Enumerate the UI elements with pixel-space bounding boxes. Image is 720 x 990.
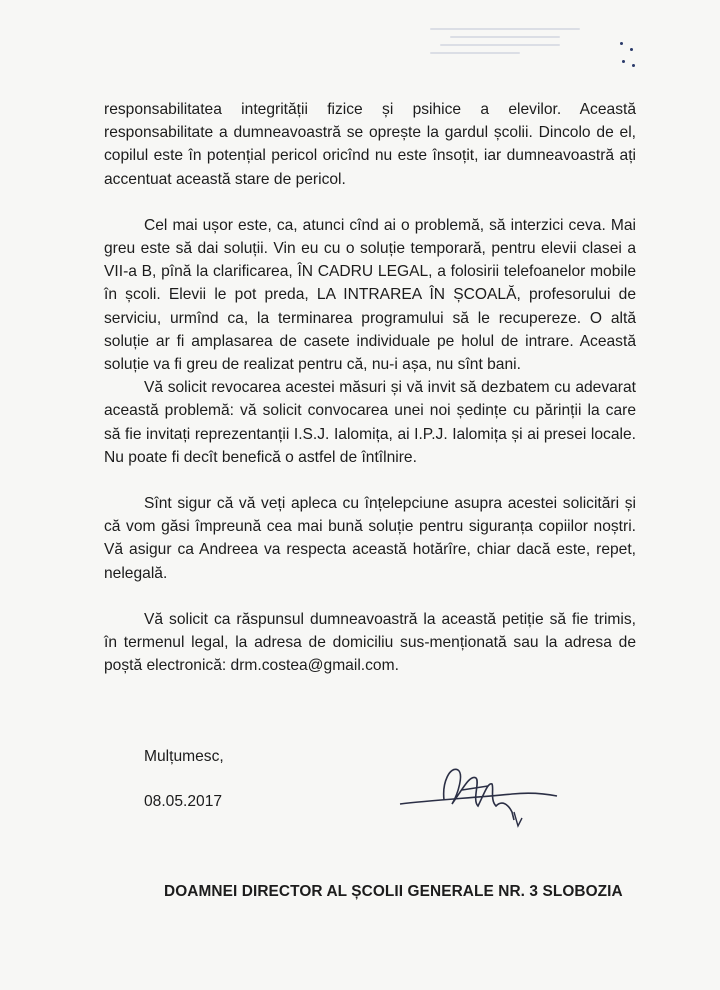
paragraph-2: Cel mai ușor este, ca, atunci cînd ai o problemă, să interzici ceva. Mai greu este să dai soluții. Vin eu cu o soluție temporară, pentru elevii clasei a VII-a B, pînă la clarificarea, ÎN CADRU LEGAL, a folosirii telefoanelor mobile în școli. Elevii le pot preda, LA INTRAREA ÎN ȘCOALĂ, profesorului de serviciu, urmînd ca, la terminarea programului să le recupereze. O altă soluție ar fi amplasarea de casete individuale pe holul de intrare. Această soluție va fi greu de realizat pentru că, nu-i așa, nu sînt bani. [104,216,636,374]
paragraph-1: responsabilitatea integrității fizice și psihice a elevilor. Această responsabilitate a dumneavoastră se oprește la gardul școlii. Dincolo de el, copilul este în potențial pericol oricînd nu este însoțit, iar dumneavoastră ați accentuat această stare de pericol. [104,101,636,188]
paragraph-4: Sînt sigur că vă veți apleca cu înțelepciune asupra acestei solicitări și că vom găsi împreună cea mai bună soluție pentru siguranța copiilor noștri. Vă asigur ca Andreea va respecta această hotărîre, chiar dacă este, repet, nelegală. [104,495,636,582]
letter-body [104,98,636,677]
paragraph-5: Vă solicit ca răspunsul dumneavoastră la această petiție să fie trimis, în termenul legal, la adresa de domiciliu sus-menționată sau la adresa de poștă electronică: drm.costea@gmail.com. [104,610,636,675]
handwritten-signature [392,760,562,840]
addressee-line: DOAMNEI DIRECTOR AL ȘCOLII GENERALE NR. 3 SLOBOZIA [164,883,623,900]
ink-dots [618,40,638,70]
paragraph-3: Vă solicit revocarea acestei măsuri și vă invit să dezbatem cu adevarat această problemă: vă solicit convocarea unei noi ședințe cu părinții la care să fie invitați reprezentanții I.S.J. Ialomița, ai I.P.J. Ialomița și ai presei locale. Nu poate fi decît benefică o astfel de întîlnire. [104,379,636,466]
faint-header-stamp [410,22,600,92]
letter-date: 08.05.2017 [144,793,223,810]
closing-thanks: Mulțumesc, [144,748,224,765]
